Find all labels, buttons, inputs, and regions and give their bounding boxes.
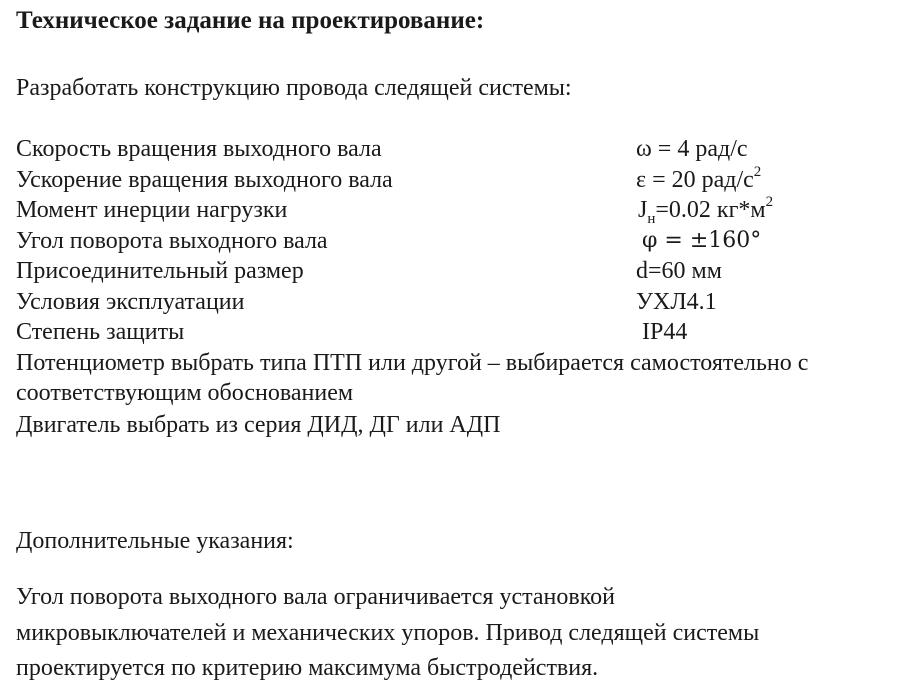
parameter-value: УХЛ4.1 bbox=[636, 288, 717, 315]
parameter-value-exponent: 2 bbox=[753, 163, 762, 180]
parameter-row-operating-conditions bbox=[16, 287, 906, 318]
parameter-row-acceleration bbox=[16, 165, 906, 196]
parameter-row-inertia bbox=[16, 195, 906, 226]
parameter-row-protection bbox=[16, 317, 906, 348]
parameter-value-main: J bbox=[638, 197, 648, 223]
parameter-value-rest: =0.02 кг*м bbox=[655, 197, 766, 223]
parameter-row-speed bbox=[16, 134, 906, 165]
parameter-value: IP44 bbox=[642, 319, 688, 345]
parameter-row-mounting-size bbox=[16, 256, 906, 287]
additional-line: Угол поворота выходного вала ограничивается установкой bbox=[16, 584, 616, 610]
note-motor: Двигатель выбрать из серия ДИД, ДГ или АДП bbox=[16, 412, 501, 438]
parameter-label: Угол поворота выходного вала bbox=[16, 227, 328, 254]
parameter-value: d=60 мм bbox=[636, 258, 722, 284]
additional-paragraph bbox=[16, 580, 896, 687]
parameter-value bbox=[638, 195, 773, 225]
document-title: Техническое задание на проектирование: bbox=[16, 7, 485, 34]
parameter-value: φ = ±160° bbox=[642, 227, 762, 253]
additional-line: проектируется по критерию максимума быстродействия. bbox=[16, 655, 599, 681]
parameter-label: Присоединительный размер bbox=[16, 258, 304, 284]
parameter-value: ω = 4 рад/с bbox=[636, 136, 748, 162]
parameter-value-main: ε = 20 рад/с bbox=[636, 166, 754, 193]
parameters-list bbox=[16, 134, 906, 348]
note-potentiometer-line1: Потенциометр выбрать типа ПТП или другой – выбирается самостоятельно с bbox=[16, 350, 809, 376]
parameter-label: Условия эксплуатации bbox=[16, 288, 245, 315]
parameter-row-angle bbox=[16, 226, 906, 257]
intro-text: Разработать конструкцию провода следящей системы: bbox=[16, 75, 572, 101]
parameter-label: Момент инерции нагрузки bbox=[16, 197, 288, 223]
parameter-value bbox=[636, 165, 761, 195]
parameter-label: Скорость вращения выходного вала bbox=[16, 136, 382, 162]
additional-heading: Дополнительные указания: bbox=[16, 528, 294, 554]
note-potentiometer-line2: соответствующим обоснованием bbox=[16, 380, 354, 406]
parameter-value-subscript: н bbox=[647, 210, 656, 227]
additional-line: микровыключателей и механических упоров. Привод следящей системы bbox=[16, 619, 760, 646]
parameter-value-exponent: 2 bbox=[765, 194, 774, 210]
parameter-label: Ускорение вращения выходного вала bbox=[16, 166, 393, 193]
parameter-label: Степень защиты bbox=[16, 319, 185, 345]
